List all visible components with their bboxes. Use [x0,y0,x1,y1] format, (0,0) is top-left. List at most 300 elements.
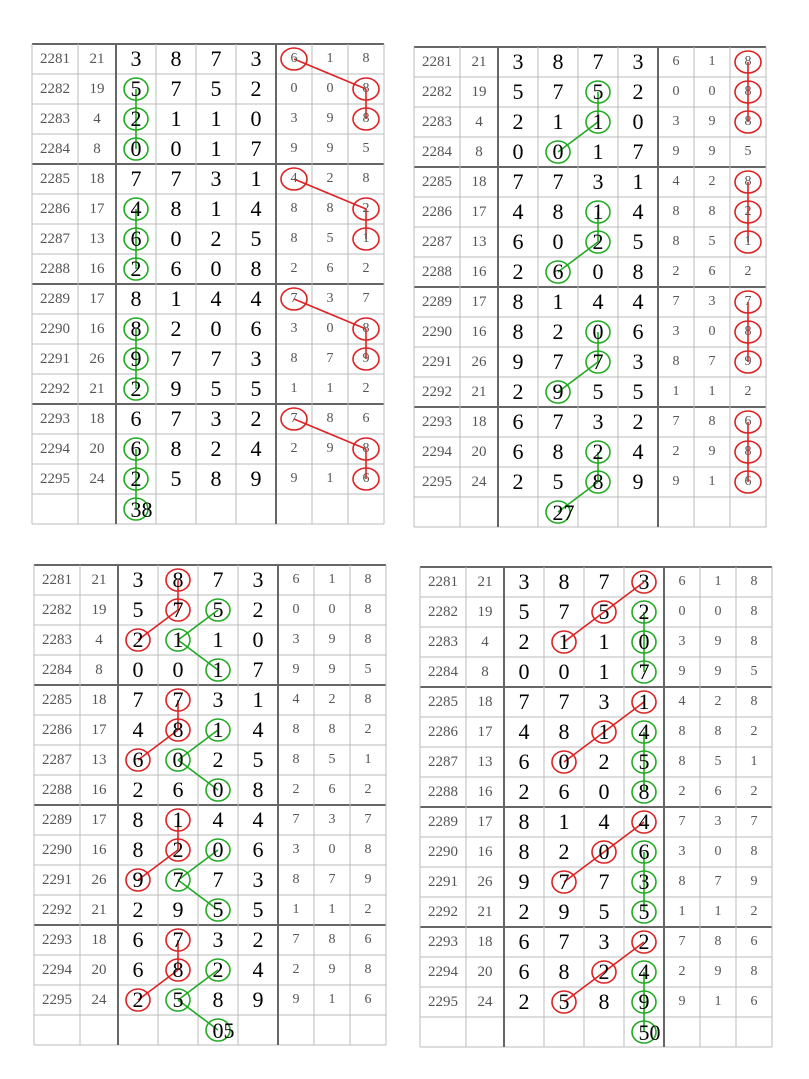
digit-cell: 7 [130,166,142,191]
small-digit-cell: 9 [292,662,300,677]
small-digit-cell: 5 [708,234,716,249]
digit-cell: 9 [512,349,524,374]
digit-cell: 6 [518,959,530,984]
sum-cell: 17 [89,200,105,217]
digit-cell: 5 [172,987,184,1012]
digit-cell: 4 [250,286,262,311]
small-digit-cell: 1 [750,754,758,769]
small-digit-cell: 0 [714,844,722,859]
period-cell: 2288 [42,781,72,798]
small-digit-cell: 4 [292,692,300,707]
period-cell: 2285 [422,173,452,190]
digit-cell: 5 [592,79,604,104]
small-digit-cell: 8 [362,111,370,126]
digit-cell: 6 [632,319,644,344]
digit-cell: 2 [130,376,142,401]
digit-cell: 0 [210,256,222,281]
small-digit-cell: 9 [708,444,716,459]
small-digit-cell: 1 [290,381,298,396]
digit-cell: 3 [632,349,644,374]
period-cell: 2281 [428,573,458,590]
period-cell: 2294 [422,443,452,460]
digit-cell: 7 [518,689,530,714]
digit-cell: 0 [212,777,224,802]
sum-cell: 20 [91,961,107,978]
small-digit-cell: 1 [326,51,334,66]
small-digit-cell: 8 [750,574,758,589]
digit-cell: 0 [250,106,262,131]
digit-cell: 3 [212,927,224,952]
digit-cell: 8 [172,717,184,742]
digit-cell: 7 [170,166,182,191]
small-digit-cell: 8 [364,842,372,857]
digit-cell: 6 [638,839,650,864]
digit-cell: 8 [512,319,524,344]
period-cell: 2284 [422,143,452,160]
digit-cell: 5 [558,989,570,1014]
small-digit-cell: 2 [678,784,686,799]
small-digit-cell: 2 [364,782,372,797]
sum-cell: 16 [471,323,487,340]
digit-cell: 0 [592,259,604,284]
digit-cell: 2 [592,229,604,254]
sum-cell: 8 [93,140,101,157]
digit-cell: 2 [592,439,604,464]
digit-cell: 3 [518,569,530,594]
small-digit-cell: 8 [714,934,722,949]
sum-cell: 24 [91,991,107,1008]
sum-cell: 20 [471,443,487,460]
digit-cell: 3 [210,406,222,431]
digit-cell: 4 [518,719,530,744]
small-digit-cell: 0 [714,604,722,619]
small-digit-cell: 3 [672,114,680,129]
small-digit-cell: 8 [290,201,298,216]
digit-cell: 7 [598,569,610,594]
small-digit-cell: 0 [290,81,298,96]
period-cell: 2281 [42,571,72,588]
small-digit-cell: 3 [292,632,300,647]
small-digit-cell: 6 [744,474,752,489]
small-digit-cell: 7 [708,354,716,369]
digit-cell: 1 [170,286,182,311]
digit-cell: 8 [172,957,184,982]
digit-cell: 0 [518,659,530,684]
digit-cell: 0 [512,139,524,164]
small-digit-cell: 8 [328,932,336,947]
digit-cell: 1 [558,809,570,834]
digit-cell: 4 [252,807,264,832]
chart-panel-4 [420,567,772,1047]
small-digit-cell: 9 [326,111,334,126]
small-digit-cell: 9 [672,474,680,489]
sum-cell: 24 [471,473,487,490]
prediction-digit: 5 [223,1018,235,1043]
small-digit-cell: 5 [744,144,752,159]
digit-cell: 6 [132,927,144,952]
digit-cell: 2 [130,466,142,491]
small-digit-cell: 9 [714,664,722,679]
chart-panel-3 [34,565,386,1045]
small-digit-cell: 8 [672,354,680,369]
digit-cell: 7 [552,349,564,374]
small-digit-cell: 2 [362,201,370,216]
prediction-digit: 0 [649,1020,661,1045]
period-cell: 2289 [422,293,452,310]
prediction-digit: 3 [130,497,142,522]
small-digit-cell: 6 [362,411,370,426]
prediction-digit: 0 [212,1018,224,1043]
period-cell: 2289 [40,290,70,307]
digit-cell: 1 [598,659,610,684]
small-digit-cell: 9 [292,992,300,1007]
digit-cell: 8 [598,989,610,1014]
small-digit-cell: 4 [672,174,680,189]
small-digit-cell: 8 [708,204,716,219]
sum-cell: 16 [471,263,487,280]
digit-cell: 8 [552,49,564,74]
small-digit-cell: 1 [708,474,716,489]
digit-cell: 0 [172,657,184,682]
digit-cell: 6 [512,439,524,464]
sum-cell: 17 [91,721,107,738]
digit-cell: 4 [632,289,644,314]
digit-cell: 7 [212,867,224,892]
digit-cell: 9 [638,989,650,1014]
small-digit-cell: 7 [672,294,680,309]
period-cell: 2295 [428,993,458,1010]
small-digit-cell: 8 [744,84,752,99]
small-digit-cell: 3 [328,812,336,827]
small-digit-cell: 7 [292,812,300,827]
small-digit-cell: 0 [678,604,686,619]
digit-cell: 8 [172,567,184,592]
digit-cell: 8 [130,286,142,311]
digit-cell: 7 [172,927,184,952]
period-cell: 2282 [422,83,452,100]
digit-cell: 4 [212,807,224,832]
period-cell: 2287 [40,230,70,247]
digit-cell: 8 [252,777,264,802]
small-digit-cell: 9 [328,962,336,977]
sum-cell: 16 [477,843,493,860]
digit-cell: 9 [130,346,142,371]
sum-cell: 17 [91,811,107,828]
digit-cell: 1 [250,166,262,191]
period-cell: 2290 [422,323,452,340]
small-digit-cell: 5 [362,141,370,156]
small-digit-cell: 2 [292,782,300,797]
period-cell: 2282 [428,603,458,620]
small-digit-cell: 2 [750,724,758,739]
period-cell: 2291 [428,873,458,890]
digit-cell: 5 [638,749,650,774]
digit-cell: 4 [250,196,262,221]
small-digit-cell: 8 [750,964,758,979]
digit-cell: 6 [130,406,142,431]
digit-cell: 5 [212,897,224,922]
digit-cell: 3 [592,169,604,194]
sum-cell: 18 [471,413,487,430]
small-digit-cell: 0 [708,324,716,339]
small-digit-cell: 7 [678,934,686,949]
small-digit-cell: 7 [290,411,298,426]
digit-cell: 2 [512,109,524,134]
digit-cell: 6 [130,436,142,461]
digit-cell: 0 [170,136,182,161]
period-cell: 2286 [40,200,70,217]
sum-cell: 16 [91,841,107,858]
sum-cell: 4 [481,633,489,650]
digit-cell: 5 [130,76,142,101]
digit-cell: 9 [552,379,564,404]
digit-cell: 2 [172,837,184,862]
sum-cell: 21 [471,383,487,400]
digit-cell: 4 [598,809,610,834]
period-cell: 2292 [428,903,458,920]
digit-cell: 4 [592,289,604,314]
digit-cell: 2 [210,226,222,251]
digit-cell: 8 [518,809,530,834]
digit-cell: 3 [632,49,644,74]
digit-cell: 2 [518,899,530,924]
digit-cell: 5 [212,597,224,622]
small-digit-cell: 3 [290,321,298,336]
digit-cell: 6 [172,777,184,802]
prediction-digit: 8 [141,497,153,522]
digit-cell: 2 [598,749,610,774]
small-digit-cell: 9 [290,141,298,156]
small-digit-cell: 8 [678,874,686,889]
prediction-digit: 2 [552,500,564,525]
small-digit-cell: 2 [672,264,680,279]
small-digit-cell: 0 [708,84,716,99]
small-digit-cell: 6 [744,414,752,429]
digit-cell: 8 [632,259,644,284]
digit-cell: 5 [598,899,610,924]
small-digit-cell: 9 [714,634,722,649]
small-digit-cell: 9 [744,354,752,369]
digit-cell: 2 [130,256,142,281]
small-digit-cell: 2 [750,904,758,919]
digit-cell: 8 [130,316,142,341]
digit-cell: 6 [132,747,144,772]
digit-cell: 2 [552,319,564,344]
small-digit-cell: 6 [714,784,722,799]
period-cell: 2285 [40,170,70,187]
digit-cell: 0 [638,629,650,654]
period-cell: 2288 [422,263,452,280]
sum-cell: 20 [477,963,493,980]
small-digit-cell: 8 [714,724,722,739]
digit-cell: 1 [558,629,570,654]
digit-cell: 9 [252,987,264,1012]
period-cell: 2289 [42,811,72,828]
sum-cell: 20 [89,440,105,457]
small-digit-cell: 8 [364,692,372,707]
small-digit-cell: 1 [678,904,686,919]
digit-cell: 0 [172,747,184,772]
digit-cell: 9 [250,466,262,491]
digit-cell: 2 [212,747,224,772]
period-cell: 2286 [428,723,458,740]
period-cell: 2287 [422,233,452,250]
digit-cell: 8 [170,46,182,71]
digit-cell: 6 [512,229,524,254]
small-digit-cell: 8 [362,51,370,66]
digit-cell: 8 [558,569,570,594]
small-digit-cell: 2 [364,722,372,737]
digit-cell: 2 [132,987,144,1012]
small-digit-cell: 0 [326,81,334,96]
small-digit-cell: 2 [708,174,716,189]
sum-cell: 26 [89,350,105,367]
sum-cell: 16 [91,781,107,798]
small-digit-cell: 2 [744,204,752,219]
period-cell: 2295 [422,473,452,490]
digit-cell: 7 [592,349,604,374]
small-digit-cell: 7 [328,872,336,887]
digit-cell: 7 [558,929,570,954]
digit-cell: 6 [558,779,570,804]
small-digit-cell: 5 [364,662,372,677]
period-cell: 2295 [40,470,70,487]
small-digit-cell: 8 [364,602,372,617]
period-cell: 2294 [40,440,70,457]
digit-cell: 5 [552,469,564,494]
sum-cell: 19 [91,601,107,618]
period-cell: 2283 [422,113,452,130]
digit-cell: 2 [638,929,650,954]
digit-cell: 8 [170,436,182,461]
digit-cell: 5 [132,597,144,622]
small-digit-cell: 8 [326,411,334,426]
digit-cell: 5 [518,599,530,624]
digit-cell: 8 [212,987,224,1012]
period-cell: 2287 [42,751,72,768]
period-cell: 2293 [428,933,458,950]
small-digit-cell: 6 [672,54,680,69]
small-digit-cell: 0 [328,842,336,857]
digit-cell: 7 [210,46,222,71]
period-cell: 2293 [40,410,70,427]
digit-cell: 1 [592,199,604,224]
digit-cell: 1 [212,657,224,682]
small-digit-cell: 8 [362,441,370,456]
sum-cell: 17 [471,203,487,220]
sum-cell: 18 [471,173,487,190]
small-digit-cell: 2 [744,264,752,279]
digit-cell: 7 [512,169,524,194]
digit-cell: 4 [638,959,650,984]
sum-cell: 13 [91,751,107,768]
small-digit-cell: 9 [678,664,686,679]
small-digit-cell: 8 [364,962,372,977]
period-cell: 2285 [428,693,458,710]
digit-cell: 6 [170,256,182,281]
digit-cell: 1 [212,717,224,742]
digit-cell: 9 [518,869,530,894]
sum-cell: 8 [475,143,483,160]
sum-cell: 17 [471,293,487,310]
period-cell: 2294 [428,963,458,980]
digit-cell: 7 [170,76,182,101]
period-cell: 2290 [42,841,72,858]
digit-cell: 3 [250,46,262,71]
period-cell: 2284 [40,140,70,157]
digit-cell: 7 [632,139,644,164]
small-digit-cell: 1 [328,992,336,1007]
small-digit-cell: 6 [750,934,758,949]
small-digit-cell: 1 [708,384,716,399]
digit-cell: 1 [172,627,184,652]
digit-cell: 7 [552,409,564,434]
digit-cell: 2 [170,316,182,341]
digit-cell: 4 [638,719,650,744]
small-digit-cell: 6 [326,261,334,276]
chart-panel-2 [414,47,766,527]
digit-cell: 3 [638,569,650,594]
digit-cell: 1 [210,106,222,131]
digit-cell: 3 [592,409,604,434]
small-digit-cell: 9 [750,874,758,889]
small-digit-cell: 3 [708,294,716,309]
small-digit-cell: 1 [364,752,372,767]
small-digit-cell: 8 [750,694,758,709]
digit-cell: 4 [252,717,264,742]
digit-cell: 0 [632,109,644,134]
small-digit-cell: 0 [292,602,300,617]
sum-cell: 16 [477,783,493,800]
chart-panel-1 [32,44,384,524]
small-digit-cell: 3 [678,844,686,859]
small-digit-cell: 6 [708,264,716,279]
period-cell: 2288 [40,260,70,277]
small-digit-cell: 2 [290,261,298,276]
small-digit-cell: 6 [364,932,372,947]
digit-cell: 0 [598,779,610,804]
period-cell: 2293 [42,931,72,948]
period-cell: 2286 [42,721,72,738]
digit-cell: 2 [518,629,530,654]
digit-cell: 2 [212,957,224,982]
small-digit-cell: 6 [750,994,758,1009]
small-digit-cell: 1 [744,234,752,249]
small-digit-cell: 5 [328,752,336,767]
digit-cell: 2 [598,959,610,984]
period-cell: 2291 [42,871,72,888]
digit-cell: 1 [592,109,604,134]
digit-cell: 5 [210,376,222,401]
digit-cell: 3 [598,689,610,714]
sum-cell: 26 [91,871,107,888]
digit-cell: 1 [638,689,650,714]
digit-cell: 5 [252,897,264,922]
digit-cell: 5 [632,229,644,254]
period-cell: 2287 [428,753,458,770]
period-cell: 2290 [428,843,458,860]
digit-cell: 1 [552,289,564,314]
sum-cell: 21 [89,50,105,67]
prediction-digit: 5 [638,1020,650,1045]
sum-cell: 18 [91,931,107,948]
small-digit-cell: 9 [328,632,336,647]
digit-cell: 4 [210,286,222,311]
small-digit-cell: 8 [362,321,370,336]
small-digit-cell: 7 [326,351,334,366]
small-digit-cell: 1 [708,54,716,69]
period-cell: 2293 [422,413,452,430]
